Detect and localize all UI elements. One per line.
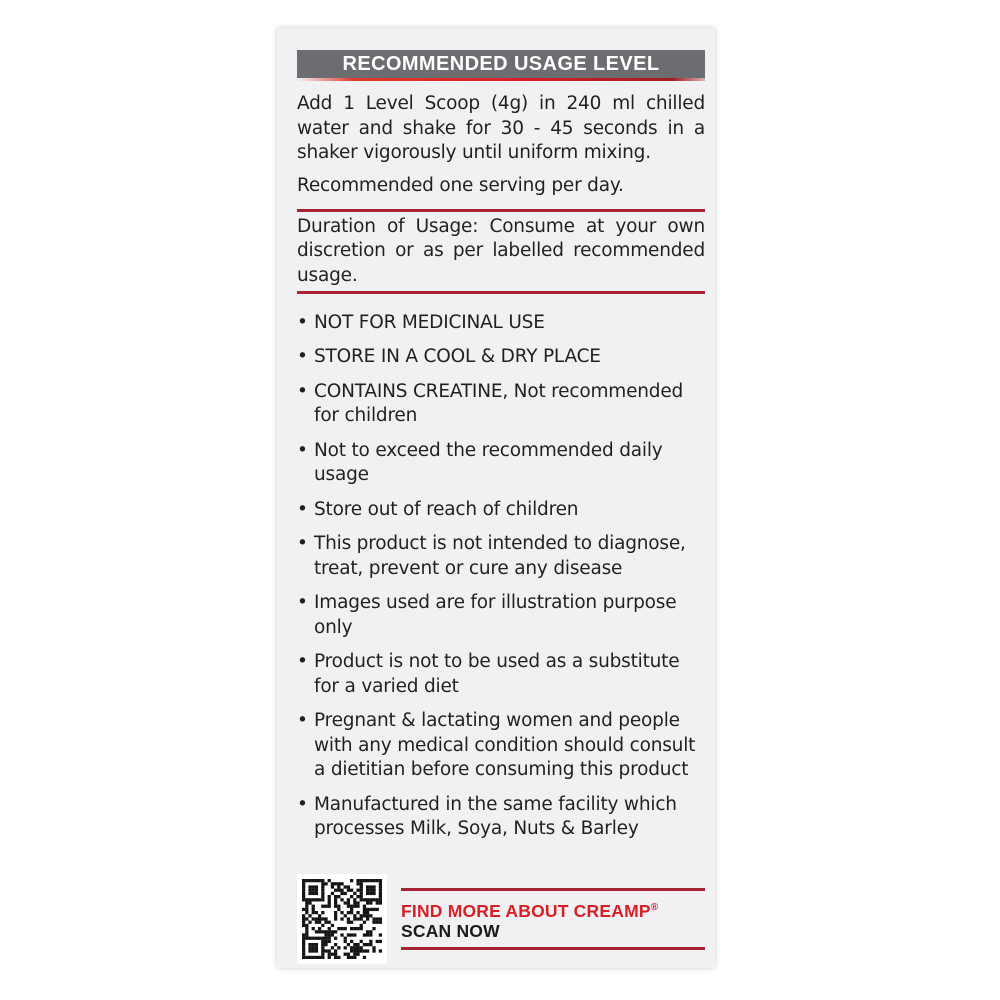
warning-text: Not to exceed the recommended daily usage [314, 439, 663, 485]
duration-of-usage [297, 215, 705, 289]
warning-list-item [297, 380, 705, 429]
instruction-line: Add 1 Level Scoop (4g) in 240 ml chilled [297, 93, 705, 114]
bullet-icon: • [297, 380, 308, 402]
usage-instructions [297, 92, 705, 166]
bullet-icon: • [297, 439, 308, 461]
warning-text: Product is not to be used as a substitute for a varied diet [314, 651, 680, 697]
serving-recommendation: Recommended one serving per day. [297, 174, 624, 196]
qr-cta-scan: SCAN NOW [401, 921, 500, 942]
registered-trademark-symbol: ® [650, 901, 659, 913]
warning-list-item [297, 532, 705, 581]
bullet-icon: • [297, 793, 308, 815]
warning-text: Store out of reach of children [314, 498, 579, 520]
qr-cta-title-text: FIND MORE ABOUT CREAMP [401, 900, 651, 921]
warning-text: STORE IN A COOL & DRY PLACE [314, 346, 601, 367]
warning-text: This product is not intended to diagnose, treat, prevent or cure any disease [314, 533, 686, 579]
warning-list-item [297, 793, 705, 842]
divider-line [297, 209, 705, 212]
duration-line: usage. [297, 264, 358, 286]
warning-text: CONTAINS CREATINE, Not recommended for children [314, 380, 684, 426]
section-header-title: RECOMMENDED USAGE LEVEL [342, 52, 660, 75]
instruction-line: shaker vigorously until uniform mixing. [297, 142, 651, 163]
warning-list-item [297, 709, 705, 783]
warning-text: Images used are for illustration purpose only [314, 592, 677, 638]
bullet-icon: • [297, 533, 308, 554]
warning-list-item [297, 311, 705, 336]
warning-list-item [297, 650, 705, 699]
duration-line: discretion or as per labelled recommended [297, 240, 705, 261]
warning-list-item [297, 498, 705, 523]
bullet-icon: • [297, 311, 308, 333]
section-header-bar [297, 50, 705, 78]
instruction-line: water and shake for 30 - 45 seconds in a [297, 117, 705, 139]
warning-list-item [297, 439, 705, 488]
warning-text: NOT FOR MEDICINAL USE [314, 311, 545, 333]
bullet-icon: • [297, 651, 308, 672]
warnings-list [297, 311, 705, 842]
duration-line: Duration of Usage: Consume at your own [297, 215, 705, 237]
warning-list-item [297, 591, 705, 640]
bullet-icon: • [297, 498, 308, 520]
header-red-underline [297, 78, 705, 81]
divider-line [297, 291, 705, 294]
bullet-icon: • [297, 346, 308, 367]
warning-text: Manufactured in the same facility which processes Milk, Soya, Nuts & Barley [314, 793, 677, 839]
qr-section [297, 874, 705, 964]
qr-code [297, 874, 387, 964]
warning-list-item [297, 345, 705, 370]
usage-label-panel [277, 28, 715, 968]
qr-cta-title [401, 897, 705, 922]
bullet-icon: • [297, 710, 308, 731]
qr-cta [401, 888, 705, 951]
warning-text: Pregnant & lactating women and people with any medical condition should consult a dietitian before consuming this product [314, 710, 696, 780]
bullet-icon: • [297, 592, 308, 613]
